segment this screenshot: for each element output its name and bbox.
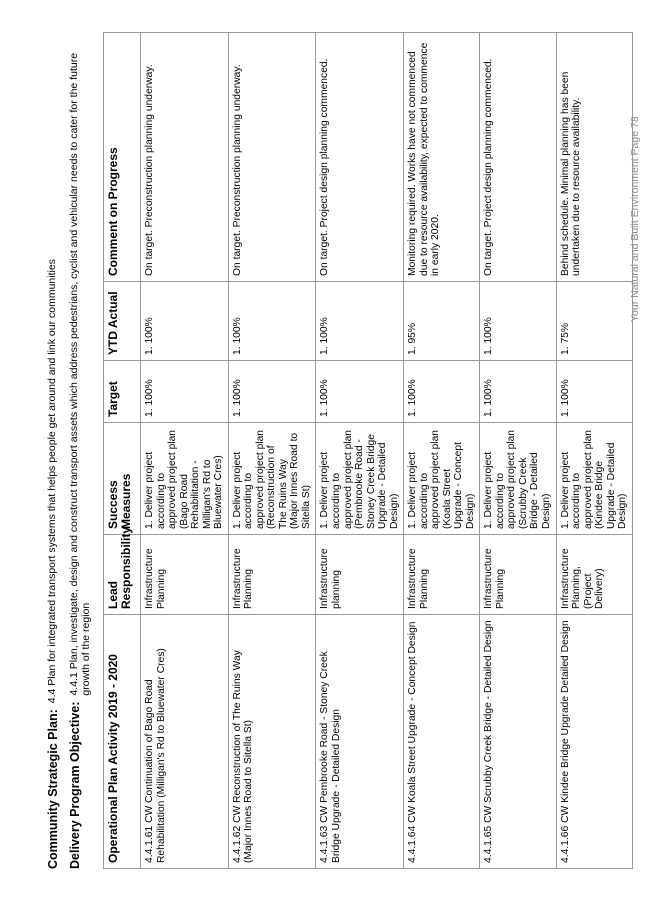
table-row xyxy=(316,33,404,869)
table-row xyxy=(404,33,480,869)
cell-ytd: 1. 100% xyxy=(141,282,229,361)
cell-comment: Behind schedule. Minimal planning has been undertaken due to resource availability. xyxy=(556,33,632,282)
cell-measures: 1. Deliver project according to approved project plan (Reconstruction of The Ruins Way (Major Innes Road to Sitella St) xyxy=(228,423,316,535)
cell-lead: Infrastructure planning xyxy=(316,535,404,615)
col-header-activity: Operational Plan Activity 2019 - 2020 xyxy=(104,615,141,869)
objective-label: Delivery Program Objective: xyxy=(68,701,82,869)
cell-ytd: 1. 100% xyxy=(480,282,556,361)
cell-target: 1. 100% xyxy=(228,361,316,423)
objective-row xyxy=(68,49,92,869)
cell-lead: Infrastructure Planning xyxy=(480,535,556,615)
table-row xyxy=(480,33,556,869)
cell-comment: On target. Preconstruction planning underway. xyxy=(141,33,229,282)
cell-measures: 1. Deliver project according to approved project plan (Bago Road Rehabilitation - Milligan's Rd to Bluewater Cres) xyxy=(141,423,229,535)
page-footer: Your Natural and Built Environment Page 78 xyxy=(629,116,641,322)
col-header-ytd: YTD Actual xyxy=(104,282,141,361)
cell-target: 1. 100% xyxy=(316,361,404,423)
cell-comment: On target. Preconstruction planning underway. xyxy=(228,33,316,282)
strategic-plan-label: Community Strategic Plan: xyxy=(46,709,60,869)
cell-ytd: 1. 75% xyxy=(556,282,632,361)
strategic-plan-row xyxy=(46,49,60,869)
cell-measures: 1. Deliver project according to approved project plan (Scrubby Creek Bridge - Detailed Design) xyxy=(480,423,556,535)
col-header-measures: Success Measures xyxy=(104,423,141,535)
cell-activity: 4.4.1.63 CW Pembrooke Road - Stoney Creek Bridge Upgrade - Detailed Design xyxy=(316,615,404,869)
cell-activity: 4.4.1.61 CW Continuation of Bago Road Rehabilitation (Milligan's Rd to Bluewater Cres) xyxy=(141,615,229,869)
table-row xyxy=(228,33,316,869)
cell-ytd: 1. 95% xyxy=(404,282,480,361)
table-row xyxy=(556,33,632,869)
cell-target: 1. 100% xyxy=(480,361,556,423)
strategic-plan-text: 4.4 Plan for integrated transport systems that helps people get around and link our communities xyxy=(46,259,58,704)
cell-lead: Infrastructure Planning xyxy=(141,535,229,615)
objective-text: 4.4.1 Plan, investigate, design and construct transport assets which address pedestrians, cyclist and vehicular needs to cater for the future growth of the region xyxy=(68,52,93,696)
col-header-comment: Comment on Progress xyxy=(104,33,141,282)
cell-lead: Infrastructure Planning xyxy=(404,535,480,615)
cell-measures: 1. Deliver project according to approved project plan (Koala Street Upgrade - Concept Design) xyxy=(404,423,480,535)
cell-lead: Infrastructure Planning, (Project Delivery) xyxy=(556,535,632,615)
cell-comment: On target. Project design planning commenced. xyxy=(316,33,404,282)
col-header-lead: Lead Responsibility xyxy=(104,535,141,615)
cell-activity: 4.4.1.66 CW Kindee Bridge Upgrade Detailed Design xyxy=(556,615,632,869)
cell-measures: 1. Deliver project according to approved project plan (Pembrooke Road - Stoney Creek Bridge Upgrade - Detailed Design) xyxy=(316,423,404,535)
table-row xyxy=(141,33,229,869)
cell-comment: On target. Project design planning commenced. xyxy=(480,33,556,282)
cell-ytd: 1. 100% xyxy=(316,282,404,361)
cell-ytd: 1. 100% xyxy=(228,282,316,361)
operational-plan-table xyxy=(103,32,633,869)
cell-target: 1. 100% xyxy=(556,361,632,423)
cell-measures: 1. Deliver project according to approved project plan (Kindee Bridge Upgrade - Detailed Design) xyxy=(556,423,632,535)
cell-target: 1. 100% xyxy=(141,361,229,423)
table-header-row xyxy=(104,33,141,869)
cell-lead: Infrastructure Planning xyxy=(228,535,316,615)
page-header xyxy=(46,49,92,869)
cell-target: 1. 100% xyxy=(404,361,480,423)
cell-activity: 4.4.1.65 CW Scrubby Creek Bridge - Detailed Design xyxy=(480,615,556,869)
col-header-target: Target xyxy=(104,361,141,423)
cell-comment: Monitoring required. Works have not commenced due to resource availability, expected to commence in early 2020. xyxy=(404,33,480,282)
cell-activity: 4.4.1.62 CW Reconstruction of The Ruins Way (Major Innes Road to Sitella St) xyxy=(228,615,316,869)
cell-activity: 4.4.1.64 CW Koala Street Upgrade - Concept Design xyxy=(404,615,480,869)
